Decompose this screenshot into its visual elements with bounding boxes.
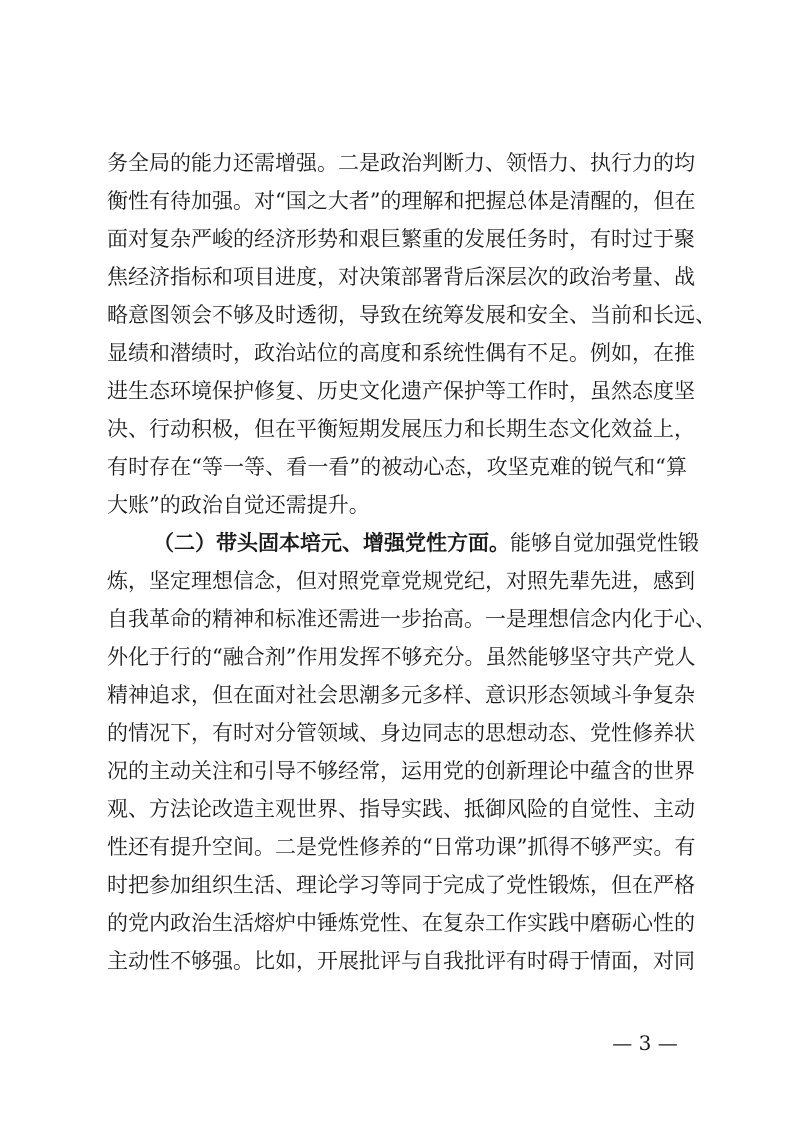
text-line-12: 炼，坚定理想信念，但对照党章党规党纪，对照先辈先进，感到 xyxy=(107,569,695,593)
section-heading-line xyxy=(107,524,699,562)
text-line-21: 的党内政治生活熔炉中锤炼党性、在复杂工作实践中磨砺心性的 xyxy=(107,911,695,935)
text-line-14: 外化于行的“融合剂”作用发挥不够充分。虽然能够坚守共产党人 xyxy=(107,645,696,669)
text-line-19: 性还有提升空间。二是党性修养的“日常功课”抓得不够严实。有 xyxy=(107,835,696,859)
text-line-4: 焦经济指标和项目进度，对决策部署背后深层次的政治考量、战 xyxy=(107,265,695,289)
section-heading: （二）带头固本培元、增强党性方面。 xyxy=(153,530,510,555)
text-line-15: 精神追求，但在面对社会思潮多元多样、意识形态领域斗争复杂 xyxy=(107,683,695,707)
page-number: — 3 — xyxy=(612,1031,678,1055)
text-line-16: 的情况下，有时对分管领域、身边同志的思想动态、党性修养状 xyxy=(107,721,695,745)
text-line-22: 主动性不够强。比如，开展批评与自我批评有时碍于情面，对同 xyxy=(107,949,695,973)
text-line-3: 面对复杂严峻的经济形势和艰巨繁重的发展任务时，有时过于聚 xyxy=(107,227,695,251)
text-line-20: 时把参加组织生活、理论学习等同于完成了党性锻炼，但在严格 xyxy=(107,873,695,897)
text-line-8: 决、行动积极，但在平衡短期发展压力和长期生态文化效益上， xyxy=(107,417,695,441)
text-line-9: 有时存在“等一等、看一看”的被动心态，攻坚克难的锐气和“算 xyxy=(107,455,687,479)
section-heading-continuation: 能够自觉加强党性锻 xyxy=(510,531,699,555)
text-line-7: 进生态环境保护修复、历史文化遗产保护等工作时，虽然态度坚 xyxy=(107,379,695,403)
text-line-13: 自我革命的精神和标准还需进一步抬高。一是理想信念内化于心、 xyxy=(107,607,716,631)
text-line-10: 大账”的政治自觉还需提升。 xyxy=(107,493,370,517)
text-line-17: 况的主动关注和引导不够经常，运用党的创新理论中蕴含的世界 xyxy=(107,759,695,783)
text-line-6: 显绩和潜绩时，政治站位的高度和系统性偶有不足。例如，在推 xyxy=(107,341,695,365)
text-line-18: 观、方法论改造主观世界、指导实践、抵御风险的自觉性、主动 xyxy=(107,797,695,821)
body-text xyxy=(107,144,716,980)
text-line-2: 衡性有待加强。对“国之大者”的理解和把握总体是清醒的，但在 xyxy=(107,189,696,213)
text-line-1: 务全局的能力还需增强。二是政治判断力、领悟力、执行力的均 xyxy=(107,151,695,175)
text-line-5: 略意图领会不够及时透彻，导致在统筹发展和安全、当前和长远、 xyxy=(107,303,716,327)
